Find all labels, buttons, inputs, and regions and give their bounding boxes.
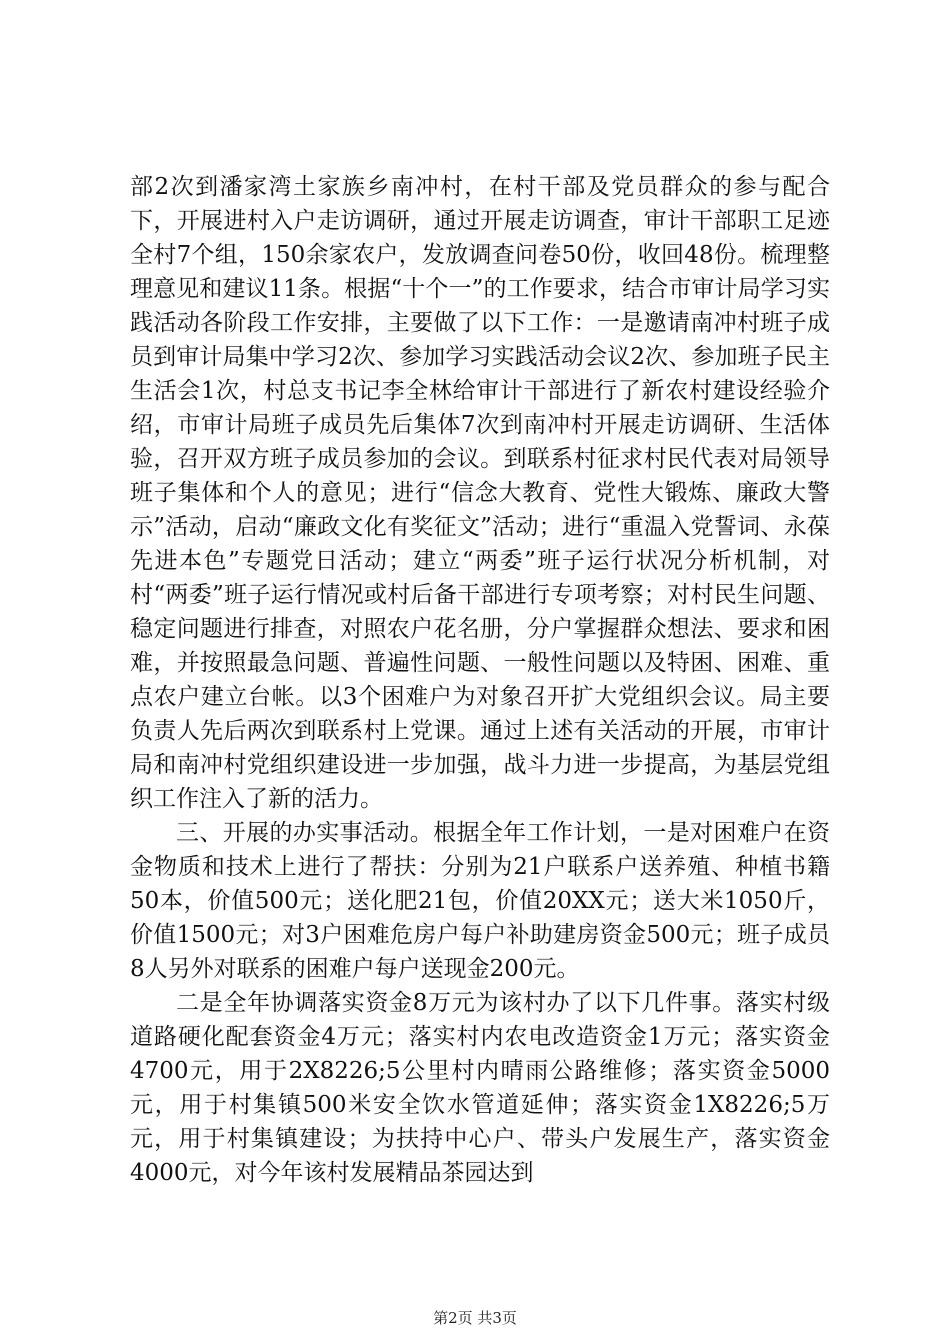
paragraph-section-three: 三、开展的办实事活动。根据全年工作计划，一是对困难户在资金物质和技术上进行了帮扶：分别为21户联系户送养殖、种植书籍50本，价值500元；送化肥21包，价值20XX元；送大米1050斤，价值1500元；对3户困难危房户每户补助建房资金500元；班子成员8人另外对联系的困难户每户送现金200元。	[130, 820, 830, 982]
document-body	[130, 170, 830, 1190]
page-footer: 第2页 共3页	[433, 1309, 517, 1327]
paragraph-funding: 二是全年协调落实资金8万元为该村办了以下几件事。落实村级道路硬化配套资金4万元；落实村内农电改造资金1万元；落实资金4700元，用于2X8226;5公里村内晴雨公路维修；落实资金5000元，用于村集镇500米安全饮水管道延伸；落实资金1X8226;5万元，用于村集镇建设；为扶持中心户、带头户发展生产，落实资金4000元，对今年该村发展精品茶园达到	[130, 990, 830, 1186]
paragraph-continued: 部2次到潘家湾土家族乡南冲村，在村干部及党员群众的参与配合下，开展进村入户走访调研，通过开展走访调查，审计干部职工足迹全村7个组，150余家农户，发放调查问卷50份，收回48份。梳理整理意见和建议11条。根据“十个一”的工作要求，结合市审计局学习实践活动各阶段工作安排，主要做了以下工作：一是邀请南冲村班子成员到审计局集中学习2次、参加学习实践活动会议2次、参加班子民主生活会1次，村总支书记李全林给审计干部进行了新农村建设经验介绍，市审计局班子成员先后集体7次到南冲村开展走访调研、生活体验，召开双方班子成员参加的会议。到联系村征求村民代表对局领导班子集体和个人的意见；进行“信念大教育、党性大锻炼、廉政大警示”活动，启动“廉政文化有奖征文”活动；进行“重温入党誓词、永葆先进本色”专题党日活动；建立“两委”班子运行状况分析机制，对村“两委”班子运行情况或村后备干部进行专项考察；对村民生问题、稳定问题进行排查，对照农户花名册，分户掌握群众想法、要求和困难，并按照最急问题、普遍性问题、一般性问题以及特困、困难、重点农户建立台帐。以3个困难户为对象召开扩大党组织会议。局主要负责人先后两次到联系村上党课。通过上述有关活动的开展，市审计局和南冲村党组织建设进一步加强，战斗力进一步提高，为基层党组织工作注入了新的活力。	[130, 174, 830, 812]
